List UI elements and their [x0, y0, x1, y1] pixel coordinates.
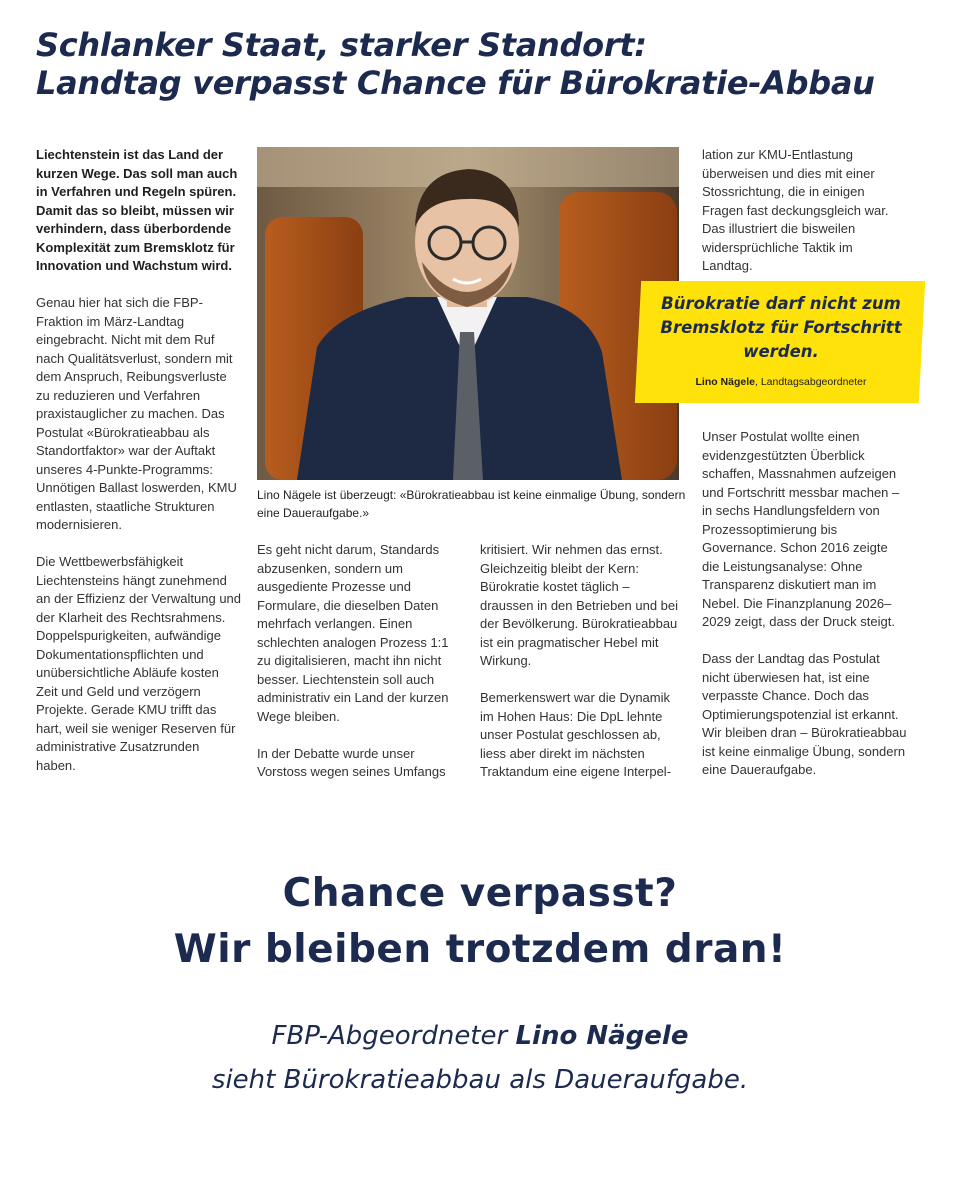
paragraph: Es geht nicht darum, Standards abzusenken, sondern um ausgediente Prozesse und Formulare, die dieselben Daten mehrfach verlangen. Einen schlechten analogen Prozess 1:1 zu digitalisieren, macht ihn nicht besser. Liechtenstein soll auch administrativ ein Land der kurzen Wege bleiben.: [257, 542, 449, 724]
portrait-illustration: [257, 147, 679, 480]
paragraph: kritisiert. Wir nehmen das ernst. Gleichzeitig bleibt der Kern: Bürokratie kostet täglich – draussen in den Betrieben und bei der Bevölkerung. Bürokratieabbau ist ein pragmatischer Hebel mit Wirkung.: [480, 542, 679, 668]
lead-paragraph: Liechtenstein ist das Land der kurzen Wege. Das soll man auch in Verfahren und Regeln spüren. Damit das so bleibt, müssen wir verhindern, dass überbordende Komplexität zum Bremsklotz für Innovation und Wachstum wird.: [36, 147, 238, 273]
headline-line-1: Schlanker Staat, starker Standort:: [36, 26, 647, 64]
cta-sub-line-2: sieht Bürokratieabbau als Daueraufgabe.: [211, 1065, 749, 1095]
pull-quote-source: [650, 376, 912, 388]
text-column-3: [480, 541, 680, 800]
cta-line-2: Wir bleiben trotzdem dran!: [173, 927, 787, 972]
text-column-1: [36, 146, 241, 794]
paragraph: Unser Postulat wollte einen evidenzgestützten Überblick schaffen, Massnahmen aufzeigen und Fortschritt messbar machen – in sechs Handlungsfeldern von Prozessoptimierung bis Governance. Schon 2016 zeigte die Leistungsanalyse: Ohne Transparenz diskutiert man im Nebel. Die Finanzplanung 2026–2029 zeigt, dass der Druck steigt.: [702, 429, 900, 629]
text-column-4-bottom: [702, 428, 907, 798]
cta-sub-line-1: [0, 1014, 960, 1058]
text-column-2: [257, 541, 457, 800]
photo-caption: Lino Nägele ist überzeugt: «Bürokratieabbau ist keine einmalige Übung, sondern eine Daueraufgabe.»: [257, 488, 686, 520]
article-headline: [36, 26, 936, 102]
cta-line-1: Chance verpasst?: [282, 871, 678, 916]
text-column-4-top: [702, 146, 904, 294]
paragraph: Dass der Landtag das Postulat nicht überwiesen hat, ist eine verpasste Chance. Doch das Optimierungspotenzial ist erkannt. Wir bleiben dran – Bürokratieabbau ist keine einmalige Übung, sondern eine Daueraufgabe.: [702, 651, 907, 777]
cta-sub-name: Lino Nägele: [515, 1021, 689, 1051]
cta-subline: [0, 1014, 960, 1102]
paragraph: lation zur KMU-Entlastung überweisen und dies mit einer Stossrichtung, die in einigen Fragen fast deckungsgleich war. Das illustriert die bisweilen widersprüchliche Taktik im Landtag.: [702, 147, 889, 273]
call-to-action-heading: [0, 866, 960, 978]
pull-quote-text: Bürokratie darf nicht zum Bremsklotz für Fortschritt werden.: [660, 294, 902, 361]
headline-line-2: Landtag verpasst Chance für Bürokratie-Abbau: [36, 64, 875, 102]
paragraph: Genau hier hat sich die FBP-Fraktion im März-Landtag eingebracht. Nicht mit dem Ruf nach Qualitätsverlust, sondern mit dem Anspruch, Reibungsverluste zu reduzieren und Verfahren praxistauglicher zu machen. Das Postulat «Bürokratieabbau als Standortfaktor» war der Auftakt unseres 4-Punkte-Programms: Unnötigen Ballast loswerden, KMU entlasten, staatliche Strukturen modernisieren.: [36, 295, 237, 532]
cta-sub-prefix: FBP-Abgeordneter: [271, 1021, 516, 1051]
paragraph: Die Wettbewerbsfähigkeit Liechtensteins hängt zunehmend an der Effizienz der Verwaltung und der Klarheit des Rechtsrahmens. Doppelspurigkeiten, aufwändige Dokumentationspflichten und unübersichtliche Abläufe kosten Zeit und Geld und verzögern Projekte. Gerade KMU trifft das hart, weil sie weniger Reserven für administrative Zusatzrunden haben.: [36, 554, 242, 773]
quote-author: Lino Nägele: [695, 376, 755, 388]
quote-role: , Landtagsabgeordneter: [755, 376, 867, 388]
portrait-photo: [257, 147, 679, 480]
paragraph: In der Debatte wurde unser Vorstoss wegen seines Umfangs: [257, 745, 446, 779]
paragraph: Bemerkenswert war die Dynamik im Hohen Haus: Die DpL lehnte unser Postulat geschlossen ab, liess aber direkt im nächsten Traktandum eine eigene Interpel-: [480, 690, 672, 779]
